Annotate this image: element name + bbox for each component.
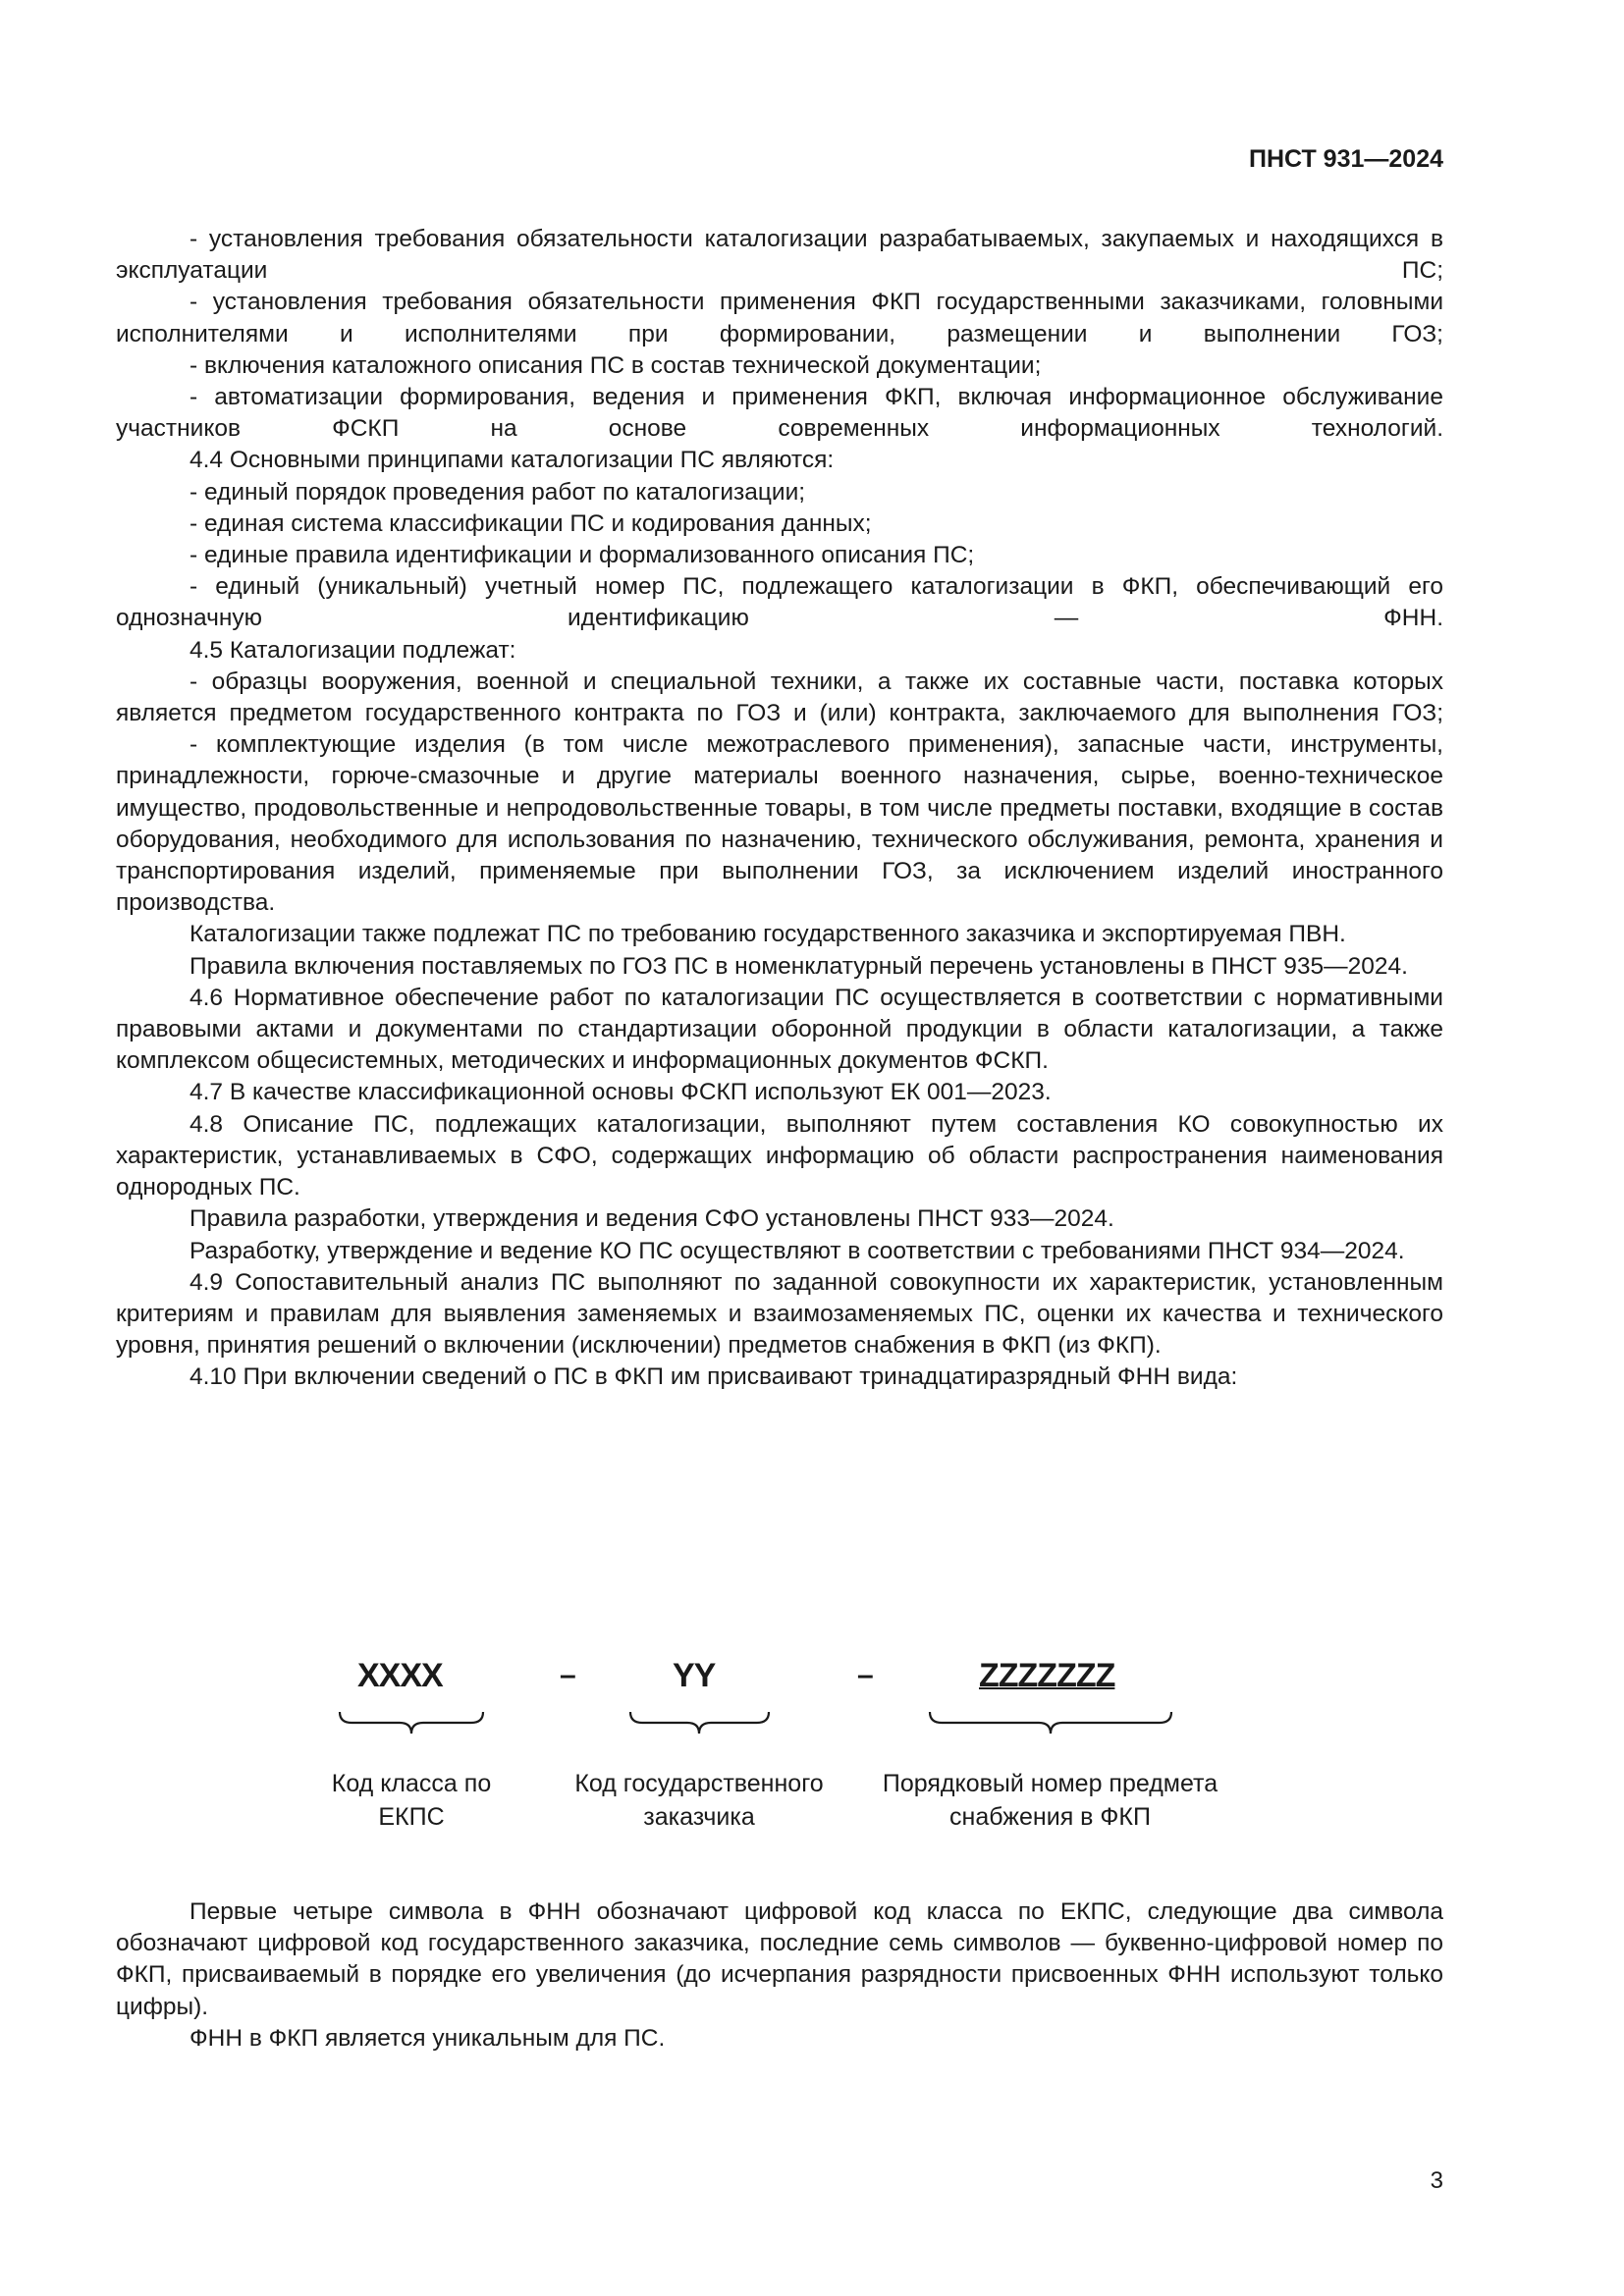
customer-code-placeholder: YY <box>673 1657 716 1694</box>
caption-line: заказчика <box>643 1803 755 1831</box>
paragraph: 4.10 При включении сведений о ПС в ФКП им присваивают тринадцатиразрядный ФНН вида: <box>189 1363 1238 1391</box>
paragraph: ФНН в ФКП является уникальным для ПС. <box>189 2024 666 2052</box>
paragraph: - единый порядок проведения работ по каталогизации; <box>189 478 806 506</box>
paragraph: - комплектующие изделия (в том числе межотраслевого применения), запасные части, инструменты, принадлежности, горюче-смазочные и другие материалы военного назначения, сырье, военно-техническое имущество, продовольственные и непродовольственные товары, в том числе предметы поставки, входящие в состав оборудования, необходимого для использования по назначению, технического обслуживания, ремонта, хранения и транспортирования изделий, применяемые при выполнении ГОЗ, за исключением изделий иностранного производства. <box>116 731 1443 917</box>
paragraph: Правила разработки, утверждения и ведения СФО установлены ПНСТ 933—2024. <box>189 1205 1114 1233</box>
caption-line: Код класса по <box>331 1770 492 1797</box>
serial-number-caption <box>856 1767 1244 1834</box>
separator-dash: – <box>560 1659 576 1691</box>
paragraph: 4.4 Основными принципами каталогизации ПС являются: <box>189 447 835 474</box>
paragraph: 4.8 Описание ПС, подлежащих каталогизации, выполняют путем составления КО совокупностью их характеристик, устанавливаемых в СФО, содержащих информацию об области распространения наименования однородных ПС. <box>116 1110 1443 1201</box>
paragraph: - образцы вооружения, военной и специальной техники, а также их составные части, поставка которых является предметом государственного контракта по ГОЗ и (или) контракта, заключаемого для выполнения ГОЗ; <box>116 667 1443 727</box>
caption-line: Код государственного <box>574 1770 824 1797</box>
brace-icon <box>628 1710 771 1735</box>
brace-icon <box>338 1710 485 1735</box>
body-text-continued <box>116 1896 1443 2055</box>
page-number: 3 <box>1430 2167 1443 2194</box>
caption-line: ЕКПС <box>378 1803 445 1831</box>
paragraph: 4.5 Каталогизации подлежат: <box>189 636 516 664</box>
paragraph: - единый (уникальный) учетный номер ПС, подлежащего каталогизации в ФКП, обеспечивающий его однозначную идентификацию — ФНН. <box>116 573 1443 632</box>
class-code-placeholder: XXXX <box>357 1657 443 1694</box>
customer-code-caption <box>552 1767 846 1834</box>
paragraph: Каталогизации также подлежат ПС по требованию государственного заказчика и экспортируемая ПВН. <box>189 921 1346 948</box>
paragraph: Разработку, утверждение и ведение КО ПС осуществляют в соответствии с требованиями ПНСТ 934—2024. <box>189 1237 1405 1264</box>
caption-line: снабжения в ФКП <box>949 1803 1151 1831</box>
caption-line: Порядковый номер предмета <box>882 1770 1218 1797</box>
paragraph: - единая система классификации ПС и кодирования данных; <box>189 509 872 537</box>
class-code-caption <box>295 1767 528 1834</box>
serial-number-placeholder: ZZZZZZZ <box>979 1657 1115 1694</box>
paragraph: - единые правила идентификации и формализованного описания ПС; <box>189 542 975 569</box>
paragraph: 4.6 Нормативное обеспечение работ по каталогизации ПС осуществляется в соответствии с нормативными правовыми актами и документами по стандартизации оборонной продукции в области каталогизации, а также комплексом общесистемных, методических и информационных документов ФСКП. <box>116 984 1443 1075</box>
fnn-structure-diagram <box>295 1657 1257 1834</box>
body-text <box>116 224 1443 1394</box>
paragraph: - автоматизации формирования, ведения и применения ФКП, включая информационное обслуживание участников ФСКП на основе современных информационных технологий. <box>116 384 1443 443</box>
separator-dash: – <box>857 1659 874 1691</box>
paragraph: Первые четыре символа в ФНН обозначают цифровой код класса по ЕКПС, следующие два символа обозначают цифровой код государственного заказчика, последние семь символов — буквенно-цифровой номер по ФКП, присваиваемый в порядке его увеличения (до исчерпания разрядности присвоенных ФНН используют только цифры). <box>116 1898 1443 2020</box>
document-number-header: ПНСТ 931—2024 <box>1249 145 1443 173</box>
paragraph: - установления требования обязательности применения ФКП государственными заказчиками, головными исполнителями и исполнителями при формировании, размещении и выполнении ГОЗ; <box>116 289 1443 347</box>
paragraph: 4.9 Сопоставительный анализ ПС выполняют по заданной совокупности их характеристик, установленным критериям и правилам для выявления заменяемых и взаимозаменяемых ПС, оценки их качества и технического уровня, принятия решений о включении (исключении) предметов снабжения в ФКП (из ФКП). <box>116 1268 1443 1360</box>
paragraph: - установления требования обязательности каталогизации разрабатываемых, закупаемых и находящихся в эксплуатации ПС; <box>116 226 1443 285</box>
paragraph: Правила включения поставляемых по ГОЗ ПС в номенклатурный перечень установлены в ПНСТ 935—2024. <box>189 952 1408 980</box>
brace-icon <box>928 1710 1173 1735</box>
paragraph: 4.7 В качестве классификационной основы ФСКП используют ЕК 001—2023. <box>189 1079 1052 1106</box>
paragraph: - включения каталожного описания ПС в состав технической документации; <box>189 351 1042 379</box>
